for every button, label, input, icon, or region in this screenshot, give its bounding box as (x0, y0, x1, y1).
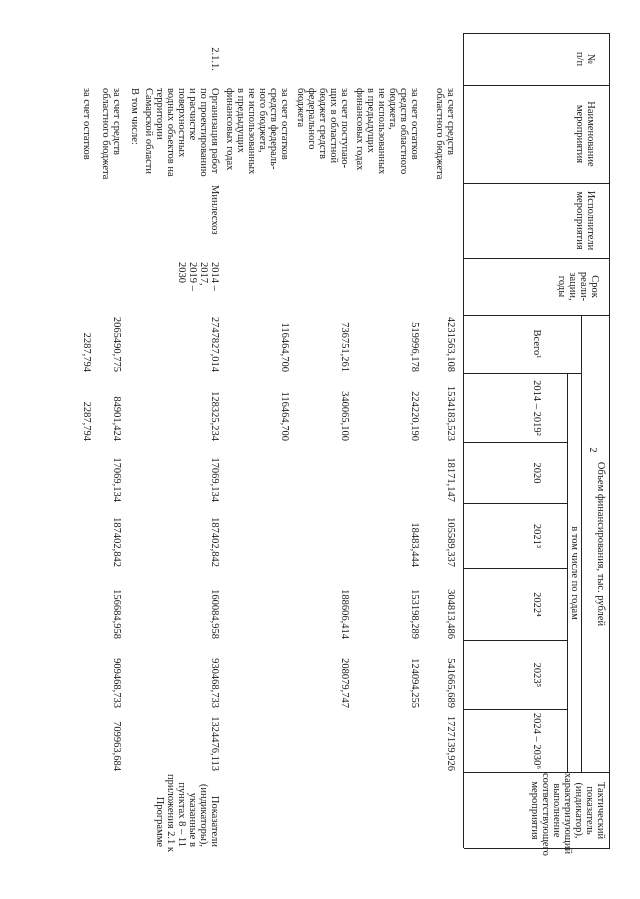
header-executor: Исполнители мероприятия (574, 190, 596, 251)
cell-y4: 156684,958 (111, 589, 122, 639)
header-year-1: 2014 – 2019² (531, 380, 542, 436)
cell-y4: 188606,414 (339, 589, 350, 639)
cell-y1: 224220,190 (409, 391, 420, 441)
cell-y3: 18483,444 (409, 522, 420, 567)
cell-total: 2065490,775 (111, 316, 122, 372)
header-by-years: в том числе по годам (569, 526, 580, 620)
cell-y5: 124094,255 (409, 658, 420, 708)
cell-name: за счет остатков средств федераль- ного бюджета, не использованных в предыдущих финансовых годах (224, 88, 290, 175)
header-bottom-line (463, 33, 464, 848)
cell-y1: 84901,424 (111, 396, 122, 441)
cell-term: 2014 – 2017, 2019 – 2030 (176, 262, 220, 291)
cell-name: Организация работ по проектированию и расчистке поверхностных водных объектов на территории Самарской области (143, 88, 220, 177)
cell-y3: 187402,842 (111, 517, 122, 567)
cell-total: 736751,261 (339, 322, 350, 372)
cell-y1: 2287,794 (81, 401, 92, 441)
cell-y6: 709963,684 (111, 721, 122, 771)
cell-y4: 160084,958 (209, 589, 220, 639)
header-volume: Объем финансирования, тыс. рублей (595, 461, 606, 627)
cell-y5: 930468,733 (209, 658, 220, 708)
cell-y6: 1324476,113 (209, 716, 220, 771)
page-number: 2 (587, 447, 598, 453)
header-year-3: 2021³ (531, 523, 542, 549)
header-year-5: 2023⁵ (531, 662, 542, 688)
cell-y3: 187402,842 (209, 517, 220, 567)
cell-name: за счет средств областного бюджета (434, 88, 456, 180)
cell-name: за счет средств областного бюджета (100, 88, 122, 180)
table-border-right (464, 848, 610, 849)
cell-total: 4231563,108 (445, 316, 456, 372)
cell-y1: 116464,700 (279, 391, 290, 441)
cell-exec: Минлесхоз (209, 185, 220, 235)
cell-y2: 17069,134 (111, 457, 122, 502)
cell-name: за счет остатков средств областного бюджета, не использованных в предыдущих финансовых годах (354, 88, 420, 175)
cell-num: 2.1.1. (209, 47, 220, 71)
table-border-left (464, 33, 610, 34)
cell-name: за счет поступаю- щих в областной бюджет средств федерального бюджета (295, 88, 350, 169)
header-year-4: 2022⁴ (531, 592, 542, 617)
cell-y2: 18171,147 (445, 457, 456, 502)
cell-y3: 105589,337 (445, 517, 456, 567)
header-indicator: Тактический показатель (индикатор), характеризующий выполнение соответствующего мероприятия (529, 773, 606, 856)
cell-name: В том числе: (129, 88, 140, 145)
header-term: Срок реали- зации, годы (556, 271, 600, 302)
cell-y2: 17069,134 (209, 457, 220, 502)
cell-y5: 909468,733 (111, 658, 122, 708)
table-border-top (609, 33, 610, 848)
cell-total: 519996,178 (409, 322, 420, 372)
cell-y6: 1727139,926 (445, 715, 456, 771)
cell-y4: 153198,289 (409, 589, 420, 639)
header-num: № п/п (574, 51, 596, 67)
header-name: Наименование мероприятия (574, 101, 596, 167)
cell-y1: 128325,234 (209, 391, 220, 441)
cell-name: за счет остатков (81, 88, 92, 160)
cell-y5: 208079,747 (339, 658, 350, 708)
cell-ind: Показатели (индикаторы), указанные в пунктах 8 – 11 приложения 2.1 к Программе (154, 774, 220, 853)
cell-y5: 541665,689 (445, 658, 456, 708)
cell-y1: 1534183,523 (445, 385, 456, 441)
header-total: Всего¹ (531, 329, 542, 359)
cell-total: 116464,700 (279, 322, 290, 372)
header-year-2: 2020 (531, 462, 542, 484)
header-year-6: 2024 – 2030⁶ (531, 712, 542, 770)
cell-total: 2747827,014 (209, 316, 220, 372)
cell-y4: 304813,486 (445, 589, 456, 639)
cell-total: 2287,794 (81, 332, 92, 372)
cell-y1: 340065,100 (339, 391, 350, 441)
